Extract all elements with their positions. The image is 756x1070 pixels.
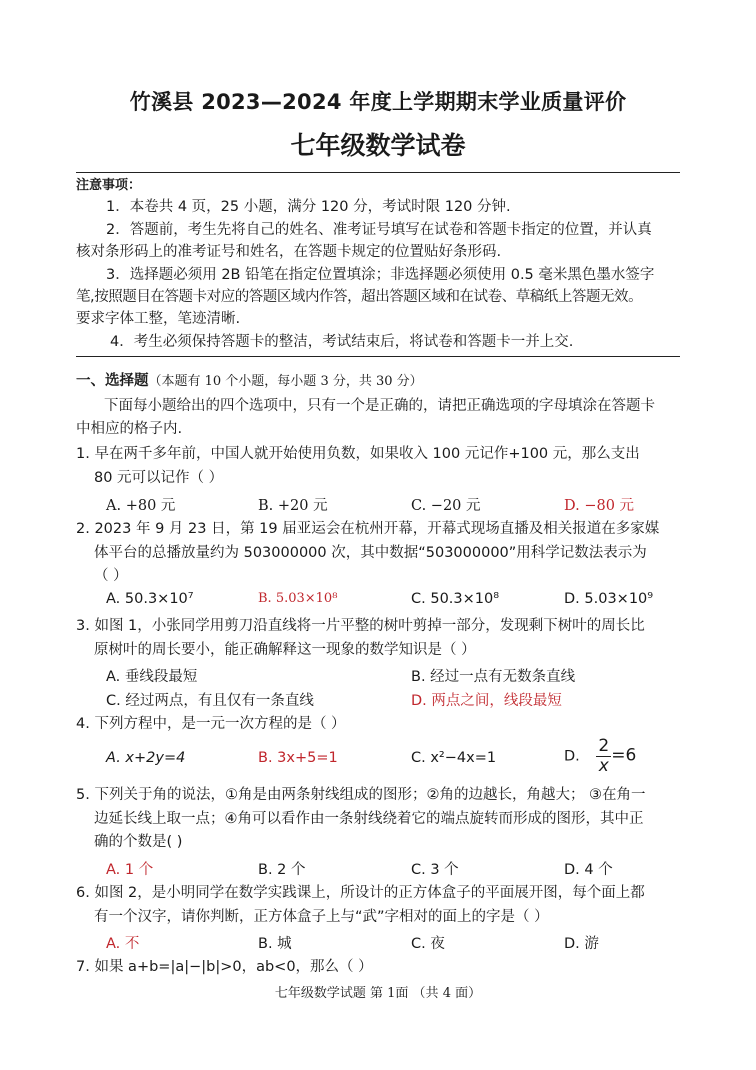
q3-stem-line-1: 3. 如图 1，小张同学用剪刀沿直线将一片平整的树叶剪掉一部分，发现剩下树叶的周长比 (76, 618, 645, 634)
q7-stem: 7. 如果 a+b=|a|−|b|>0，ab<0，那么（ ） (76, 959, 373, 975)
q5-option-a: A. 1 个 (106, 862, 154, 878)
q1-stem-line-2: 80 元可以记作（ ） (94, 470, 224, 486)
q1-option-a: A. +80 元 (106, 498, 176, 514)
q2-stem-line-2: 体平台的总播放量约为 503000000 次，其中数据“503000000”用科学记数法表示为 (94, 545, 647, 561)
notice-line-3c: 要求字体工整，笔迹清晰. (76, 311, 241, 327)
fraction-denominator: x (598, 756, 609, 776)
q2-option-d: D. 5.03×10⁹ (564, 591, 654, 607)
q1-option-b: B. +20 元 (258, 498, 328, 514)
q6-option-d: D. 游 (564, 936, 599, 952)
q2-option-a: A. 50.3×10⁷ (106, 591, 194, 607)
q2-stem-line-1: 2. 2023 年 9 月 23 日，第 19 届亚运会在杭州开幕，开幕式现场直播及相关报道在多家媒 (76, 521, 660, 537)
notice-line-2a: 2．答题前，考生先将自己的姓名、准考证号填写在试卷和答题卡指定的位置，并认真 (106, 222, 652, 238)
q1-stem-line-1: 1. 早在两千多年前，中国人就开始使用负数，如果收入 100 元记作+100 元，那么支出 (76, 446, 640, 462)
section-intro-a: 下面每小题给出的四个选项中，只有一个是正确的，请把正确选项的字母填涂在答题卡 (104, 398, 655, 414)
q6-option-c: C. 夜 (411, 936, 445, 952)
section-title: 一、选择题 (76, 373, 149, 389)
q6-option-a: A. 不 (106, 936, 140, 952)
q5-option-c: C. 3 个 (411, 862, 459, 878)
notice-heading: 注意事项： (76, 178, 142, 193)
section-heading (76, 369, 423, 394)
section-intro-b: 中相应的格子内. (76, 421, 183, 437)
q6-stem-line-1: 6. 如图 2，是小明同学在数学实践课上，所设计的正方体盒子的平面展开图，每个面上都 (76, 885, 645, 901)
q3-option-c: C. 经过两点，有且仅有一条直线 (106, 693, 314, 709)
q5-stem-line-2: 边延长线上取一点；④角可以看作由一条射线绕着它的端点旋转而形成的图形，其中正 (94, 811, 644, 827)
q5-option-d: D. 4 个 (564, 862, 613, 878)
q4-option-d-fraction (596, 738, 611, 775)
section-note: （本题有 10 个小题，每小题 3 分，共 30 分） (148, 374, 423, 389)
q4-option-d-rest: =6 (611, 745, 637, 766)
q4-option-b: B. 3x+5=1 (258, 750, 338, 766)
q2-stem-line-3: （ ） (94, 568, 128, 584)
bottom-divider (76, 356, 680, 357)
q6-option-b: B. 城 (258, 936, 292, 952)
q4-option-d (564, 738, 636, 775)
q1-option-d: D. −80 元 (564, 498, 635, 514)
notice-line-2b: 核对条形码上的准考证号和姓名，在答题卡规定的位置贴好条形码. (76, 244, 502, 260)
q4-option-a: A. x+2y=4 (106, 750, 186, 766)
q3-stem-line-2: 原树叶的周长要小，能正确解释这一现象的数学知识是（ ） (94, 642, 476, 658)
q5-stem-line-1: 5. 下列关于角的说法，①角是由两条射线组成的图形；②角的边越长，角越大； ③在角一 (76, 787, 646, 803)
q3-option-d: D. 两点之间，线段最短 (411, 693, 562, 709)
q2-option-b: B. 5.03×10⁸ (258, 591, 338, 606)
fraction-numerator: 2 (598, 736, 610, 756)
q5-option-b: B. 2 个 (258, 862, 306, 878)
q3-option-b: B. 经过一点有无数条直线 (411, 669, 576, 685)
exam-title: 竹溪县 2023—2024 年度上学期期末学业质量评价 (129, 90, 627, 114)
page-footer: 七年级数学试题 第 1面 （共 4 面） (274, 986, 482, 1001)
q4-stem: 4. 下列方程中，是一元一次方程的是（ ） (76, 716, 346, 732)
q6-stem-line-2: 有一个汉字，请你判断，正方体盒子上与“武”字相对的面上的字是（ ） (94, 909, 549, 925)
exam-subtitle: 七年级数学试卷 (290, 131, 466, 160)
notice-line-3a: 3．选择题必须用 2B 铅笔在指定位置填涂；非选择题必须使用 0.5 毫米黑色墨水签字 (106, 267, 655, 283)
top-divider (76, 172, 680, 173)
notice-line-3b: 笔,按照题目在答题卡对应的答题区域内作答，超出答题区域和在试卷、草稿纸上答题无效。 (76, 289, 643, 305)
q3-option-a: A. 垂线段最短 (106, 669, 198, 685)
notice-line-1: 1．本卷共 4 页，25 小题，满分 120 分，考试时限 120 分钟. (106, 199, 511, 215)
q5-stem-line-3: 确的个数是( ) (94, 834, 183, 850)
q2-option-c: C. 50.3×10⁸ (411, 591, 500, 607)
notice-line-4: 4．考生必须保持答题卡的整洁，考试结束后，将试卷和答题卡一并上交. (110, 334, 574, 350)
q1-option-c: C. −20 元 (411, 498, 481, 514)
q4-option-d-label: D. (564, 748, 580, 765)
q4-option-c: C. x²−4x=1 (411, 750, 497, 766)
